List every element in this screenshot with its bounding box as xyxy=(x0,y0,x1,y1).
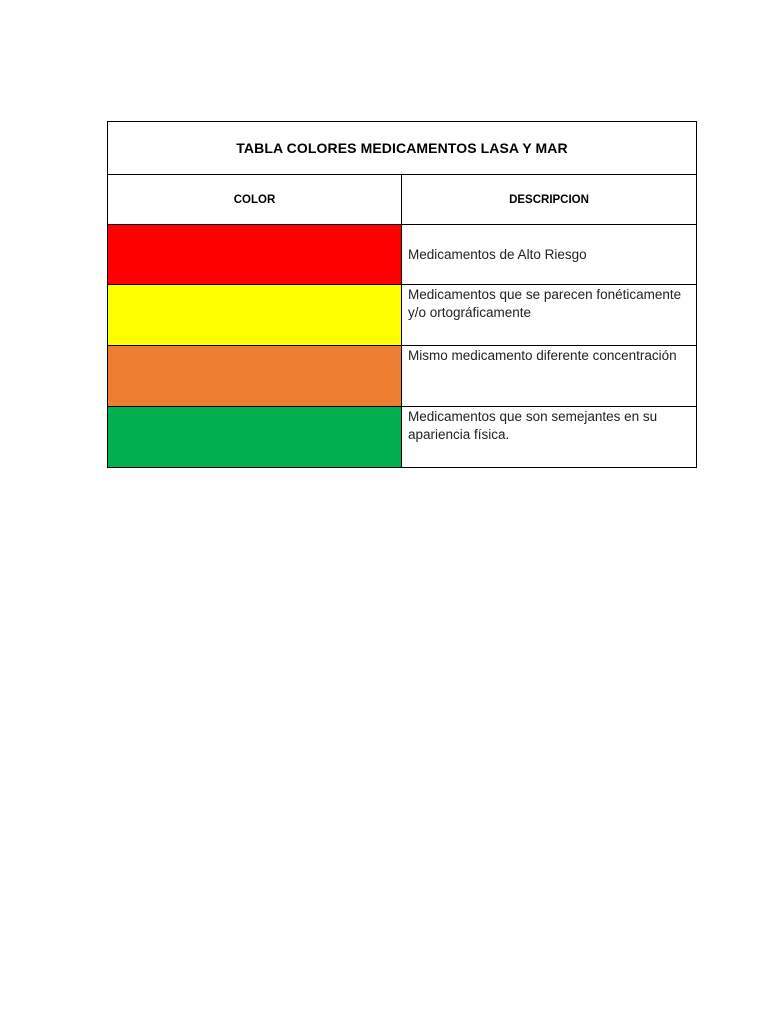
table-row xyxy=(108,346,697,407)
table-row xyxy=(108,225,697,285)
column-header-color: COLOR xyxy=(108,175,402,225)
lasa-mar-color-table xyxy=(107,121,697,468)
row-description: Medicamentos de Alto Riesgo xyxy=(402,225,697,285)
color-swatch-green xyxy=(108,407,402,468)
table-row xyxy=(108,407,697,468)
color-swatch-yellow xyxy=(108,285,402,346)
column-header-description: DESCRIPCION xyxy=(402,175,697,225)
row-description: Mismo medicamento diferente concentración xyxy=(402,346,697,407)
table-title-row xyxy=(108,122,697,175)
color-swatch-orange xyxy=(108,346,402,407)
row-description: Medicamentos que son semejantes en su apariencia física. xyxy=(402,407,697,468)
table-title: TABLA COLORES MEDICAMENTOS LASA Y MAR xyxy=(108,122,697,175)
color-swatch-red xyxy=(108,225,402,285)
table-header-row xyxy=(108,175,697,225)
row-description: Medicamentos que se parecen fonéticamente y/o ortográficamente xyxy=(402,285,697,346)
table-row xyxy=(108,285,697,346)
